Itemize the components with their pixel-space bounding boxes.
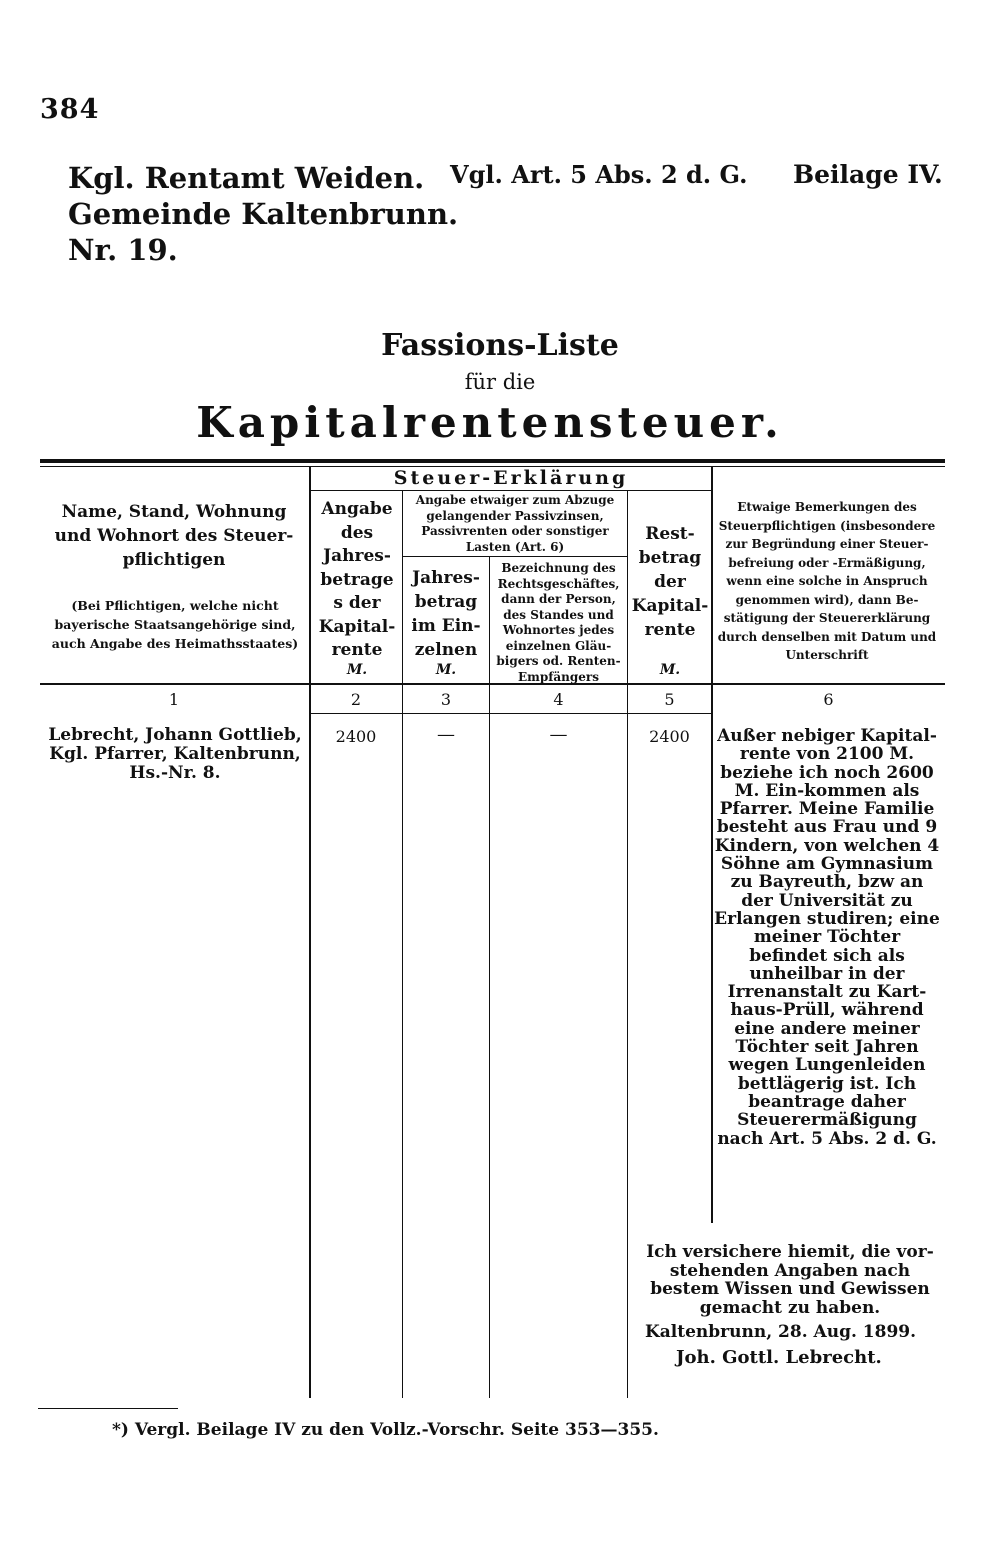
taxpayer-remarks: Außer nebiger Kapital-rente von 2100 M. beziehe ich noch 2600 M. Ein-kommen als Pfarrer. Meine Familie besteht aus Frau und 9 Kindern, von welchen 4 Söhne am Gymnasium zu Bayreuth, bzw an der Universität zu Erlangen studiren; eine meiner Töchter befindet sich als unheilbar in der Irrenanstalt zu Kart-haus-Prüll, während eine andere meiner Töchter seit Jahren wegen Lungenleiden bettlägerig ist. Ich beantrage daher Steuerermäßigung nach Art. 5 Abs. 2 d. G. [714, 726, 940, 1149]
col2-header: Angabe des Jahres-betrages der Kapital-rente [318, 499, 396, 660]
table-top-rule-thick [40, 459, 945, 463]
remaining-amount: 2400 [649, 727, 690, 746]
place-and-date: Kaltenbrunn, 28. Aug. 1899. [645, 1322, 917, 1342]
column-number-3: 3 [440, 690, 452, 709]
column-divider-1 [309, 466, 311, 1398]
page-number: 384 [40, 94, 100, 125]
deduction-description: — [549, 724, 568, 745]
footnote-rule [38, 1408, 178, 1409]
numbers-bottom-rule [310, 713, 712, 714]
annual-amount: 2400 [335, 727, 377, 746]
column-number-6: 6 [823, 690, 834, 709]
col6-header: Etwaige Bemerkungen des Steuerpflichtigen (insbesondere zur Begründung einer Steuer-befreiung oder -Ermäßigung, wenn eine solche in Anspruch genommen wird), dann Be-stätigung der Steuererklärung durch denselben mit Datum und Unterschrift [717, 500, 937, 662]
column-divider-5 [711, 466, 713, 1223]
col3-unit: M. [435, 662, 457, 678]
col1-note: (Bei Pflichtigen, welche nicht bayerische Staatsangehörige sind, auch Angabe des Heimathsstaates) [51, 598, 299, 651]
column-divider-3 [489, 556, 490, 1398]
col3-header: Jahres-betrag im Ein-zelnen [411, 568, 481, 660]
declaration-text: Ich versichere hiemit, die vor-stehenden Angaben nach bestem Wissen und Gewissen gemacht zu haben. [646, 1242, 934, 1318]
document-title-tax: Kapitalrentensteuer. [196, 398, 784, 447]
header-left [68, 160, 458, 268]
column-divider-2 [402, 490, 403, 1398]
group-header-rule [310, 490, 712, 491]
col5-header: Rest-betrag der Kapital-rente [631, 524, 709, 640]
column-number-5: 5 [664, 690, 675, 709]
col2-unit: M. [346, 662, 368, 678]
signature: Joh. Gottl. Lebrecht. [676, 1347, 882, 1368]
attachment-label: Beilage IV. [793, 160, 943, 189]
office-name: Kgl. Rentamt Weiden. [68, 161, 425, 195]
col4-header: Bezeichnung des Rechtsgeschäftes, dann der Person, des Standes und Wohnortes jedes einzelnen Gläu-bigers od. Renten-Empfängers [496, 561, 621, 684]
legal-reference: Vgl. Art. 5 Abs. 2 d. G. [450, 160, 748, 189]
municipality-name: Gemeinde Kaltenbrunn. [68, 197, 459, 231]
list-number: Nr. 19. [68, 233, 178, 267]
deduction-amount: — [437, 724, 455, 745]
column-number-2: 2 [350, 690, 362, 709]
document-title: Fassions-Liste [381, 328, 619, 363]
column-divider-4 [627, 490, 628, 1398]
document-title-connector: für die [464, 370, 536, 394]
taxpayer-name: Lebrecht, Johann Gottlieb, Kgl. Pfarrer, Kaltenbrunn, Hs.-Nr. 8. [48, 725, 302, 783]
col5-unit: M. [659, 662, 681, 678]
group-header-tax-declaration: Steuer-Erklärung [393, 467, 629, 489]
col1-header: Name, Stand, Wohnung und Wohnort des Steuer-pflichtigen [54, 502, 294, 570]
column-number-4: 4 [553, 690, 564, 709]
col34-header: Angabe etwaiger zum Abzuge gelangender Passivzinsen, Passivrenten oder sonstiger Lasten (Art. 6) [415, 493, 615, 554]
footnote: *) Vergl. Beilage IV zu den Vollz.-Vorschr. Seite 353—355. [112, 1420, 659, 1440]
sub-header-rule [402, 556, 627, 557]
column-number-1: 1 [168, 690, 180, 709]
